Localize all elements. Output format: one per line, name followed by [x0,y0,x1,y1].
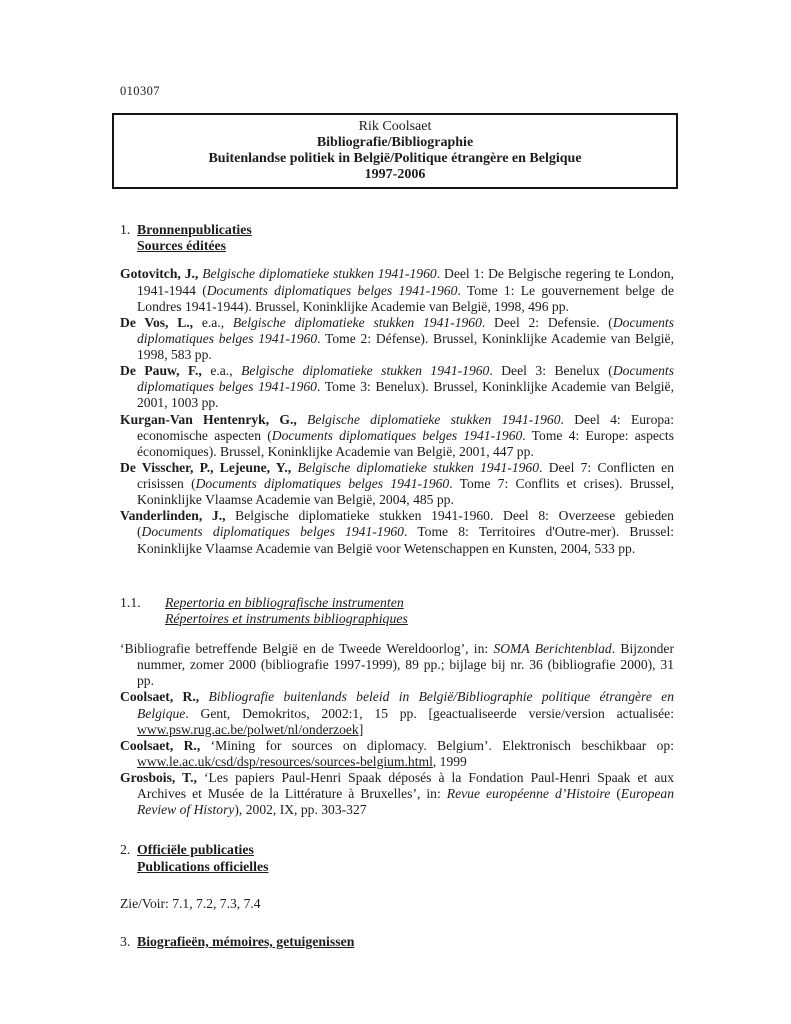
text-segment: Documents diplomatiques belges 1941-1960 [206,282,458,298]
text-segment: Documents diplomatiques belges 1941-1960 [271,427,523,443]
title-main: Bibliografie/Bibliographie [316,135,474,150]
section-1-1-number: 1.1. [120,594,141,610]
text-segment: Vanderlinden, J., [120,508,236,524]
text-segment: . Deel 2: Defensie. ( [481,314,613,330]
text-segment: De Pauw, F., [120,363,211,379]
bibliography-entry [120,315,674,363]
text-segment: . Tome 3: Benelux). Brussel, Koninklijke Academie van België, 2001, 1003 pp. [137,379,674,411]
section-1-1-entries [120,641,674,818]
text-segment: Documents diplomatiques belges 1941-1960 [137,363,674,395]
text-segment: , 1999 [432,753,467,769]
cross-reference: Zie/Voir: 7.1, 7.2, 7.3, 7.4 [120,895,261,911]
url-link[interactable]: www.le.ac.uk/csd/dsp/resources/sources-belgium.html [137,753,433,769]
bibliography-entry [120,689,674,737]
text-segment: Documents diplomatiques belges 1941-1960 [137,314,674,346]
text-segment: ( [610,786,621,802]
text-segment: Documents diplomatiques belges 1941-1960 [195,476,450,492]
bibliography-entry [120,770,674,818]
section-1-title-fr: Sources éditées [137,238,227,254]
section-1-entries [120,266,674,556]
text-segment: . Deel 4: Europa: economische aspecten ( [137,411,674,443]
section-1-number: 1. [120,222,131,237]
section-1-1-title-nl: Repertoria en bibliografische instrumenten [165,594,404,610]
text-segment: De Vos, L., [120,314,202,330]
text-segment: Grosbois, T., [120,770,204,786]
text-segment: De Visscher, P., Lejeune, Y., [120,459,298,475]
text-segment: Kurgan-Van Hentenryk, G., [120,411,308,427]
bibliography-entry [120,412,674,460]
section-1-1-heading [120,595,674,627]
text-segment: e.a., [210,363,242,379]
url-link[interactable]: www.psw.rug.ac.be/polwet/nl/onderzoek [137,721,359,737]
text-segment: ‘Mining for sources on diplomacy. Belgium’. Elektronisch beschikbaar op: [210,737,675,753]
text-segment: European Review of History [137,786,674,818]
text-segment: Belgische diplomatieke stukken 1941-1960 [241,363,490,379]
text-segment: . Tome 2: Défense). Brussel, Koninklijke Academie van België, 1998, 583 pp. [137,330,674,363]
bibliography-entry [120,738,674,770]
text-segment: . Bijzonder nummer, zomer 2000 (bibliografie 1997-1999), 89 pp.; bijlage bij nr. 36 (bibliografie 2000), 31 pp. [137,641,674,689]
section-2-title-nl: Officiële publicaties [137,842,254,858]
section-3-number: 3. [120,933,131,949]
text-segment: e.a., [201,314,233,330]
text-segment: . Deel 3: Benelux ( [489,363,613,379]
text-segment: . Deel 7: Conflicten en crisissen ( [137,459,674,492]
text-segment: Belgische diplomatieke stukken 1941-1960 [202,266,437,282]
section-2-heading [120,842,674,874]
section-1-1-title-fr: Répertoires et instruments bibliographiques [165,610,408,626]
section-1-title-nl: Bronnenpublicaties [137,222,252,237]
text-segment: . Tome 4: Europe: aspects économiques). Brussel, Koninklijke Academie van België, 2001, 447 pp. [137,427,675,459]
text-segment: Bibliografie buitenlands beleid in België/Bibliographie politique étrangère en Belgique [137,689,674,721]
text-segment: ‘Les papiers Paul-Henri Spaak déposés à la Fondation Paul-Henri Spaak et aux Archives et Musée de la Littérature à Bruxelles’, in: [137,770,674,802]
title-box [112,113,678,189]
text-segment: ] [358,721,364,737]
text-segment: Belgische diplomatieke stukken 1941-1960 [297,459,540,475]
text-segment: SOMA Berichtenblad [493,641,612,657]
bibliography-entry [120,641,674,689]
text-segment: Gotovitch, J., [120,266,203,282]
section-3-heading [120,934,674,950]
text-segment: . Deel 1: De Belgische regering te London, 1941-1944 ( [137,266,674,298]
text-segment: ‘Bibliografie betreffende België en de Tweede Wereldoorlog’, in: [120,641,494,657]
section-3-title: Biografieën, mémoires, getuigenissen [137,933,355,949]
text-segment: . Tome 7: Conflits et crises). Brussel, Koninklijke Vlaamse Academie van België, 2004, 485 pp. [137,476,674,508]
bibliography-entry [120,266,674,314]
bibliography-entry [120,508,674,556]
text-segment: Coolsaet, R., [120,689,209,705]
text-segment: Coolsaet, R., [120,737,211,753]
text-segment: ), 2002, IX, pp. 303-327 [234,802,367,818]
text-segment: . Tome 1: Le gouvernement belge de Londres 1941-1944). Brussel, Koninklijke Academie van België, 1998, 496 pp. [137,282,674,314]
text-segment: . Gent, Demokritos, 2002:1, 15 pp. [geactualiseerde versie/version actualisée: [185,705,674,721]
title-years: 1997-2006 [364,167,426,182]
section-2-number: 2. [120,842,131,858]
text-segment: Revue européenne d’Histoire [446,786,611,802]
bibliography-entry [120,460,674,508]
text-segment: Documents diplomatiques belges 1941-1960 [141,524,404,540]
text-segment: . Tome 8: Territoires d'Outre-mer). Brussel: Koninklijke Vlaamse Academie van België voor Wetenschappen en Kunsten, 2004, 533 pp. [137,524,674,556]
section-2-title-fr: Publications officielles [137,858,269,874]
section-1-heading [120,222,674,254]
title-author: Rik Coolsaet [358,119,432,134]
text-segment: Belgische diplomatieke stukken 1941-1960 [232,314,482,330]
text-segment: Belgische diplomatieke stukken 1941-1960. Deel 8: Overzeese gebieden ( [137,508,674,540]
doc-number: 010307 [120,84,160,98]
title-subtitle: Buitenlandse politiek in België/Politique étrangère en Belgique [208,151,582,166]
bibliography-entry [120,363,674,411]
text-segment: Belgische diplomatieke stukken 1941-1960 [307,411,561,427]
